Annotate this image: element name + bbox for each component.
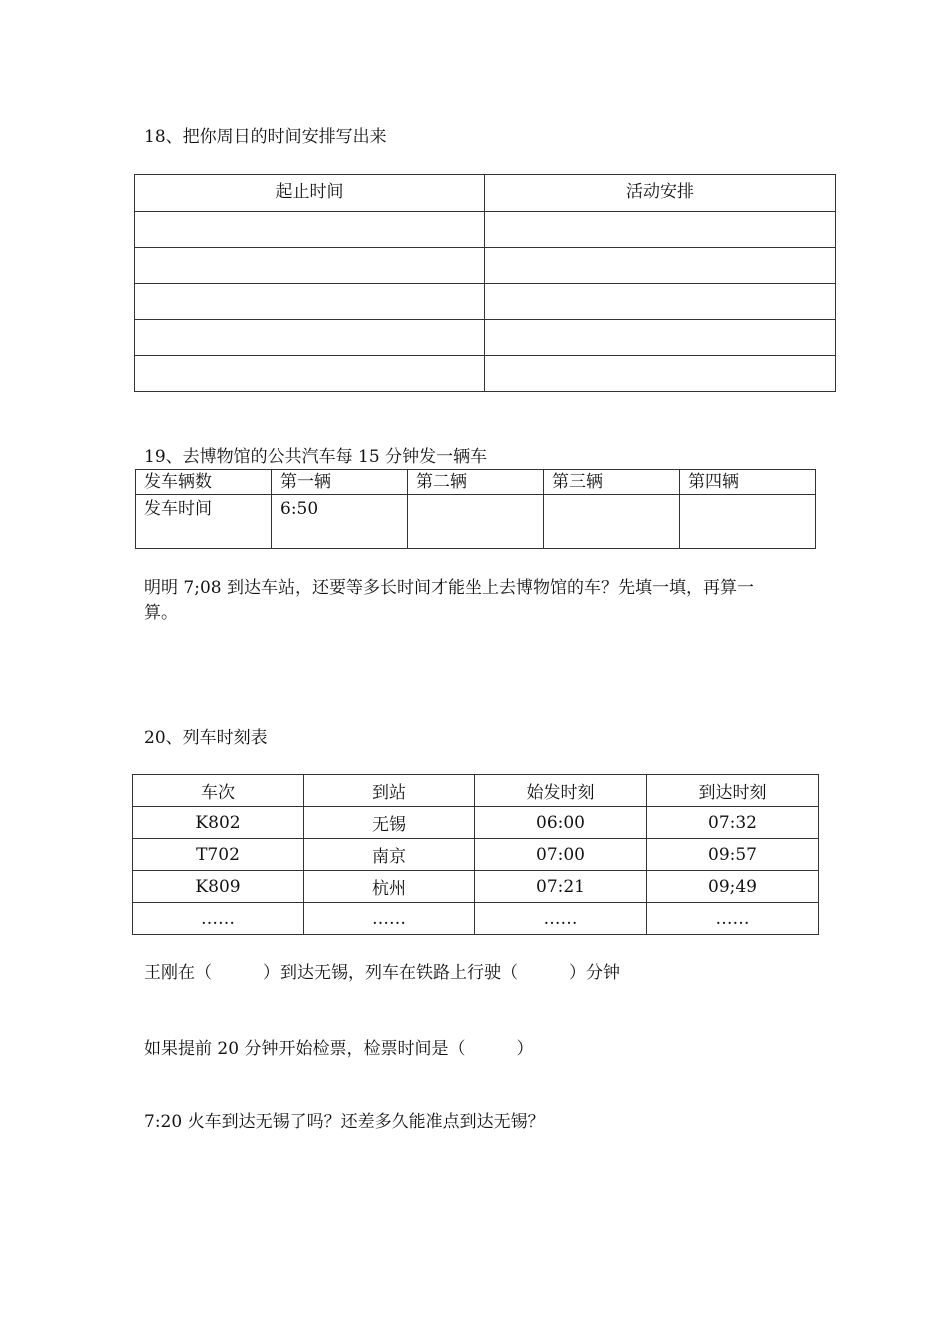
activity-cell — [485, 212, 836, 248]
bus-1-time: 6:50 — [272, 495, 408, 549]
time-cell — [135, 356, 485, 392]
bus-1-label: 第一辆 — [272, 470, 408, 495]
q19-title: 19、去博物馆的公共汽车每 15 分钟发一辆车 — [144, 447, 488, 467]
bus-4-time — [680, 495, 816, 549]
table-row — [135, 248, 836, 284]
table-row — [133, 839, 819, 871]
table-row — [136, 470, 816, 495]
destination-cell: 无锡 — [304, 807, 475, 839]
q18-title: 18、把你周日的时间安排写出来 — [144, 127, 387, 147]
departure-cell: 07:00 — [475, 839, 647, 871]
table-row — [136, 495, 816, 549]
destination-cell: …… — [304, 903, 475, 935]
activity-cell — [485, 284, 836, 320]
arrival-cell: 07:32 — [647, 807, 819, 839]
train-number-cell: …… — [133, 903, 304, 935]
header-train-number: 车次 — [133, 775, 304, 807]
table-row — [133, 807, 819, 839]
q20-question1: 王刚在（ ）到达无锡，列车在铁路上行驶（ ）分钟 — [144, 963, 620, 983]
activity-cell — [485, 356, 836, 392]
table-row — [135, 356, 836, 392]
table-row — [133, 903, 819, 935]
arrival-cell: 09:57 — [647, 839, 819, 871]
bus-3-time — [544, 495, 680, 549]
bus-4-label: 第四辆 — [680, 470, 816, 495]
table-row — [135, 284, 836, 320]
train-timetable — [132, 774, 819, 935]
activity-cell — [485, 248, 836, 284]
activity-cell — [485, 320, 836, 356]
bus-2-time — [408, 495, 544, 549]
q20-title: 20、列车时刻表 — [144, 728, 268, 748]
train-number-cell: T702 — [133, 839, 304, 871]
table-row — [135, 320, 836, 356]
bus-2-label: 第二辆 — [408, 470, 544, 495]
time-cell — [135, 248, 485, 284]
header-destination: 到站 — [304, 775, 475, 807]
train-number-cell: K809 — [133, 871, 304, 903]
train-number-cell: K802 — [133, 807, 304, 839]
q19-question-line2: 算。 — [144, 603, 178, 623]
departure-cell: 06:00 — [475, 807, 647, 839]
header-arrival-time: 到达时刻 — [647, 775, 819, 807]
bus-3-label: 第三辆 — [544, 470, 680, 495]
time-cell — [135, 212, 485, 248]
arrival-cell: 09;49 — [647, 871, 819, 903]
table-row — [135, 212, 836, 248]
destination-cell: 南京 — [304, 839, 475, 871]
row-label-departure-time: 发车时间 — [136, 495, 272, 549]
arrival-cell: …… — [647, 903, 819, 935]
row-label-bus-count: 发车辆数 — [136, 470, 272, 495]
q20-question3: 7:20 火车到达无锡了吗？还差多久能准点到达无锡？ — [144, 1112, 545, 1132]
header-departure-time: 始发时刻 — [475, 775, 647, 807]
bus-departure-table — [135, 469, 816, 549]
table-header-row — [133, 775, 819, 807]
departure-cell: 07:21 — [475, 871, 647, 903]
table-row — [133, 871, 819, 903]
departure-cell: …… — [475, 903, 647, 935]
q19-question-line1: 明明 7;08 到达车站，还要等多长时间才能坐上去博物馆的车？先填一填，再算一 — [144, 578, 754, 598]
schedule-table — [134, 174, 836, 392]
destination-cell: 杭州 — [304, 871, 475, 903]
time-cell — [135, 284, 485, 320]
time-cell — [135, 320, 485, 356]
header-activity: 活动安排 — [485, 175, 836, 212]
q20-question2: 如果提前 20 分钟开始检票，检票时间是（ ） — [144, 1039, 534, 1059]
header-time-range: 起止时间 — [135, 175, 485, 212]
